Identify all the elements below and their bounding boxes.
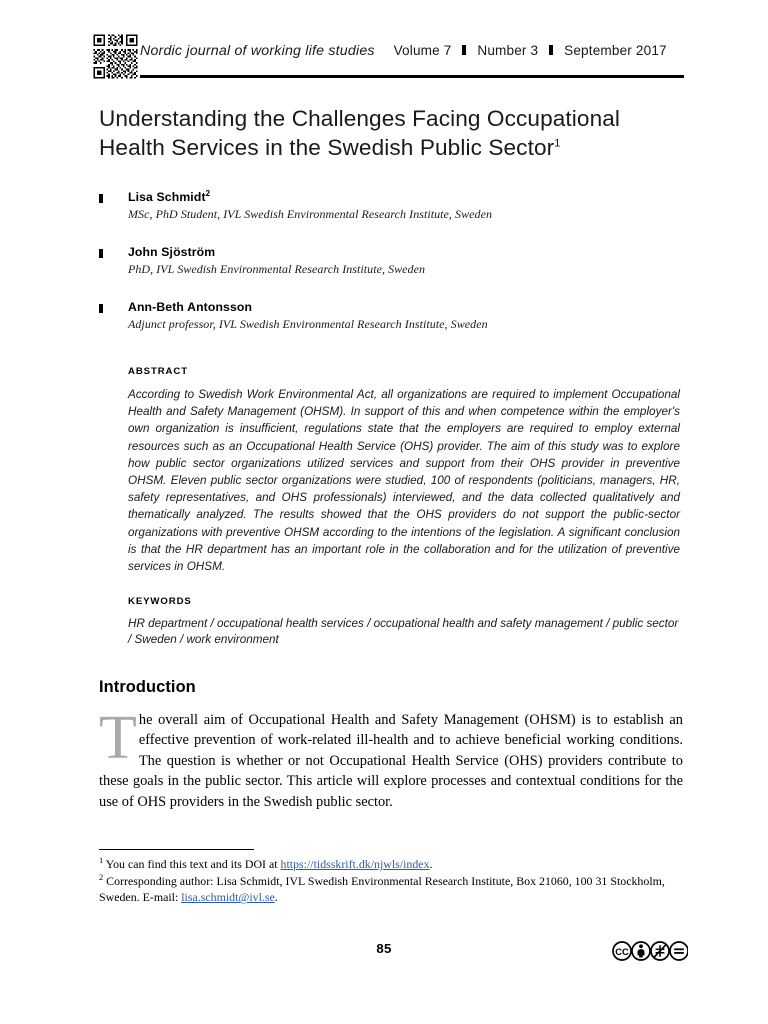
footnote-list [99, 856, 683, 906]
introduction-paragraph [99, 704, 683, 812]
footnote-text-before: You can find this text and its DOI at [103, 857, 281, 871]
introduction-body-text: he overall aim of Occupational Health and Safety Management (OHSM) is to establish an effective prevention of work-related ill-health and to achieve beneficial working conditions. The question is whether or not Occupational Health Service (OHS) providers contribute to these goals in the public sector. This article will explore processes and contextual conditions for the use of OHS providers in the Swedish public sector. [99, 712, 683, 810]
header-divider [140, 75, 684, 78]
author-name-text: Ann-Beth Antonsson [128, 300, 253, 314]
creative-commons-by-nc-nd-icon[interactable] [612, 940, 688, 962]
footnote-doi-link[interactable]: https://tidsskrift.dk/njwls/index [280, 857, 430, 871]
footnote-text-after: . [274, 890, 278, 905]
author-name-text: Lisa Schmidt [128, 190, 206, 204]
keywords-label: KEYWORDS [128, 596, 192, 607]
journal-name: Nordic journal of working life studies [140, 43, 375, 59]
author-entry [99, 190, 679, 245]
author-list [99, 190, 679, 355]
author-entry [99, 245, 679, 300]
author-footnote-marker: 2 [205, 188, 211, 198]
footnote-marker: 2 [99, 872, 104, 882]
author-entry [99, 300, 679, 355]
footnote-item [99, 873, 683, 906]
footnote-text-after: . [429, 857, 433, 871]
abstract-text: According to Swedish Work Environmental Act, all organizations are required to implement Occupational Health and Safety Management (OHSM). In support of this and when competence within the employer's own organization is insufficient, regulations state that the employers are required to employ external resources such as an Occupational Health Service (OHS) provider. The aim of this study was to explore how public sector organizations utilized services and support from their OHS provider in preventive OHSM. Eleven public sector organizations were studied, 100 of respondents (politicians, managers, HR, safety representatives, and OHS professionals) interviewed, and the data collected qualitatively and thematically analyzed. The results showed that the OHS providers do not support the public-sector organizations with preventive OHSM according to the intentions of the legislation. A significant conclusion is that the HR department has an important role in the collaboration and for the utilization of preventive services in OHSM. [128, 388, 680, 574]
author-affiliation: Adjunct professor, IVL Swedish Environmental Research Institute, Sweden [128, 317, 488, 331]
bullet-square-icon [99, 194, 103, 203]
author-name-text: John Sjöström [128, 245, 216, 259]
qr-code-icon [92, 33, 139, 80]
keywords-section [128, 596, 680, 649]
abstract-section [128, 366, 680, 575]
author-name [128, 190, 210, 204]
author-name [128, 300, 252, 314]
author-name [128, 245, 215, 259]
footnote-text-before: Corresponding author: Lisa Schmidt, IVL Swedish Environmental Research Institute, Box 21060, 100 31 Stockholm, Sweden. E-mail: [99, 873, 665, 905]
footnote-divider [99, 849, 254, 850]
author-affiliation: MSc, PhD Student, IVL Swedish Environmental Research Institute, Sweden [128, 207, 492, 221]
title-line-1: Understanding the Challenges Facing Occupational [99, 106, 621, 131]
volume-label: Volume 7 [393, 43, 452, 58]
page-header [92, 30, 684, 82]
drop-cap: T [99, 704, 137, 772]
number-label: Number 3 [477, 43, 539, 58]
separator-square-icon [549, 45, 553, 55]
issue-date: September 2017 [564, 43, 667, 58]
journal-masthead [140, 43, 684, 59]
bullet-square-icon [99, 249, 103, 258]
bullet-square-icon [99, 304, 103, 313]
title-line-2: Health Services in the Swedish Public Sector [99, 135, 555, 160]
section-heading-introduction: Introduction [99, 678, 196, 696]
svg-text:CC: CC [615, 946, 629, 957]
page-number: 85 [376, 941, 392, 956]
footnote-item [99, 856, 683, 873]
footnote-email-link[interactable]: lisa.schmidt@ivl.se [181, 890, 275, 905]
title-footnote-marker: 1 [554, 137, 561, 150]
page-title [99, 104, 679, 162]
abstract-label: ABSTRACT [128, 366, 188, 377]
author-affiliation: PhD, IVL Swedish Environmental Research Institute, Sweden [128, 262, 426, 276]
footnote-marker: 1 [99, 856, 104, 866]
keywords-text: HR department / occupational health services / occupational health and safety management / public sector / Sweden / work environment [128, 617, 679, 647]
separator-square-icon [462, 45, 466, 55]
